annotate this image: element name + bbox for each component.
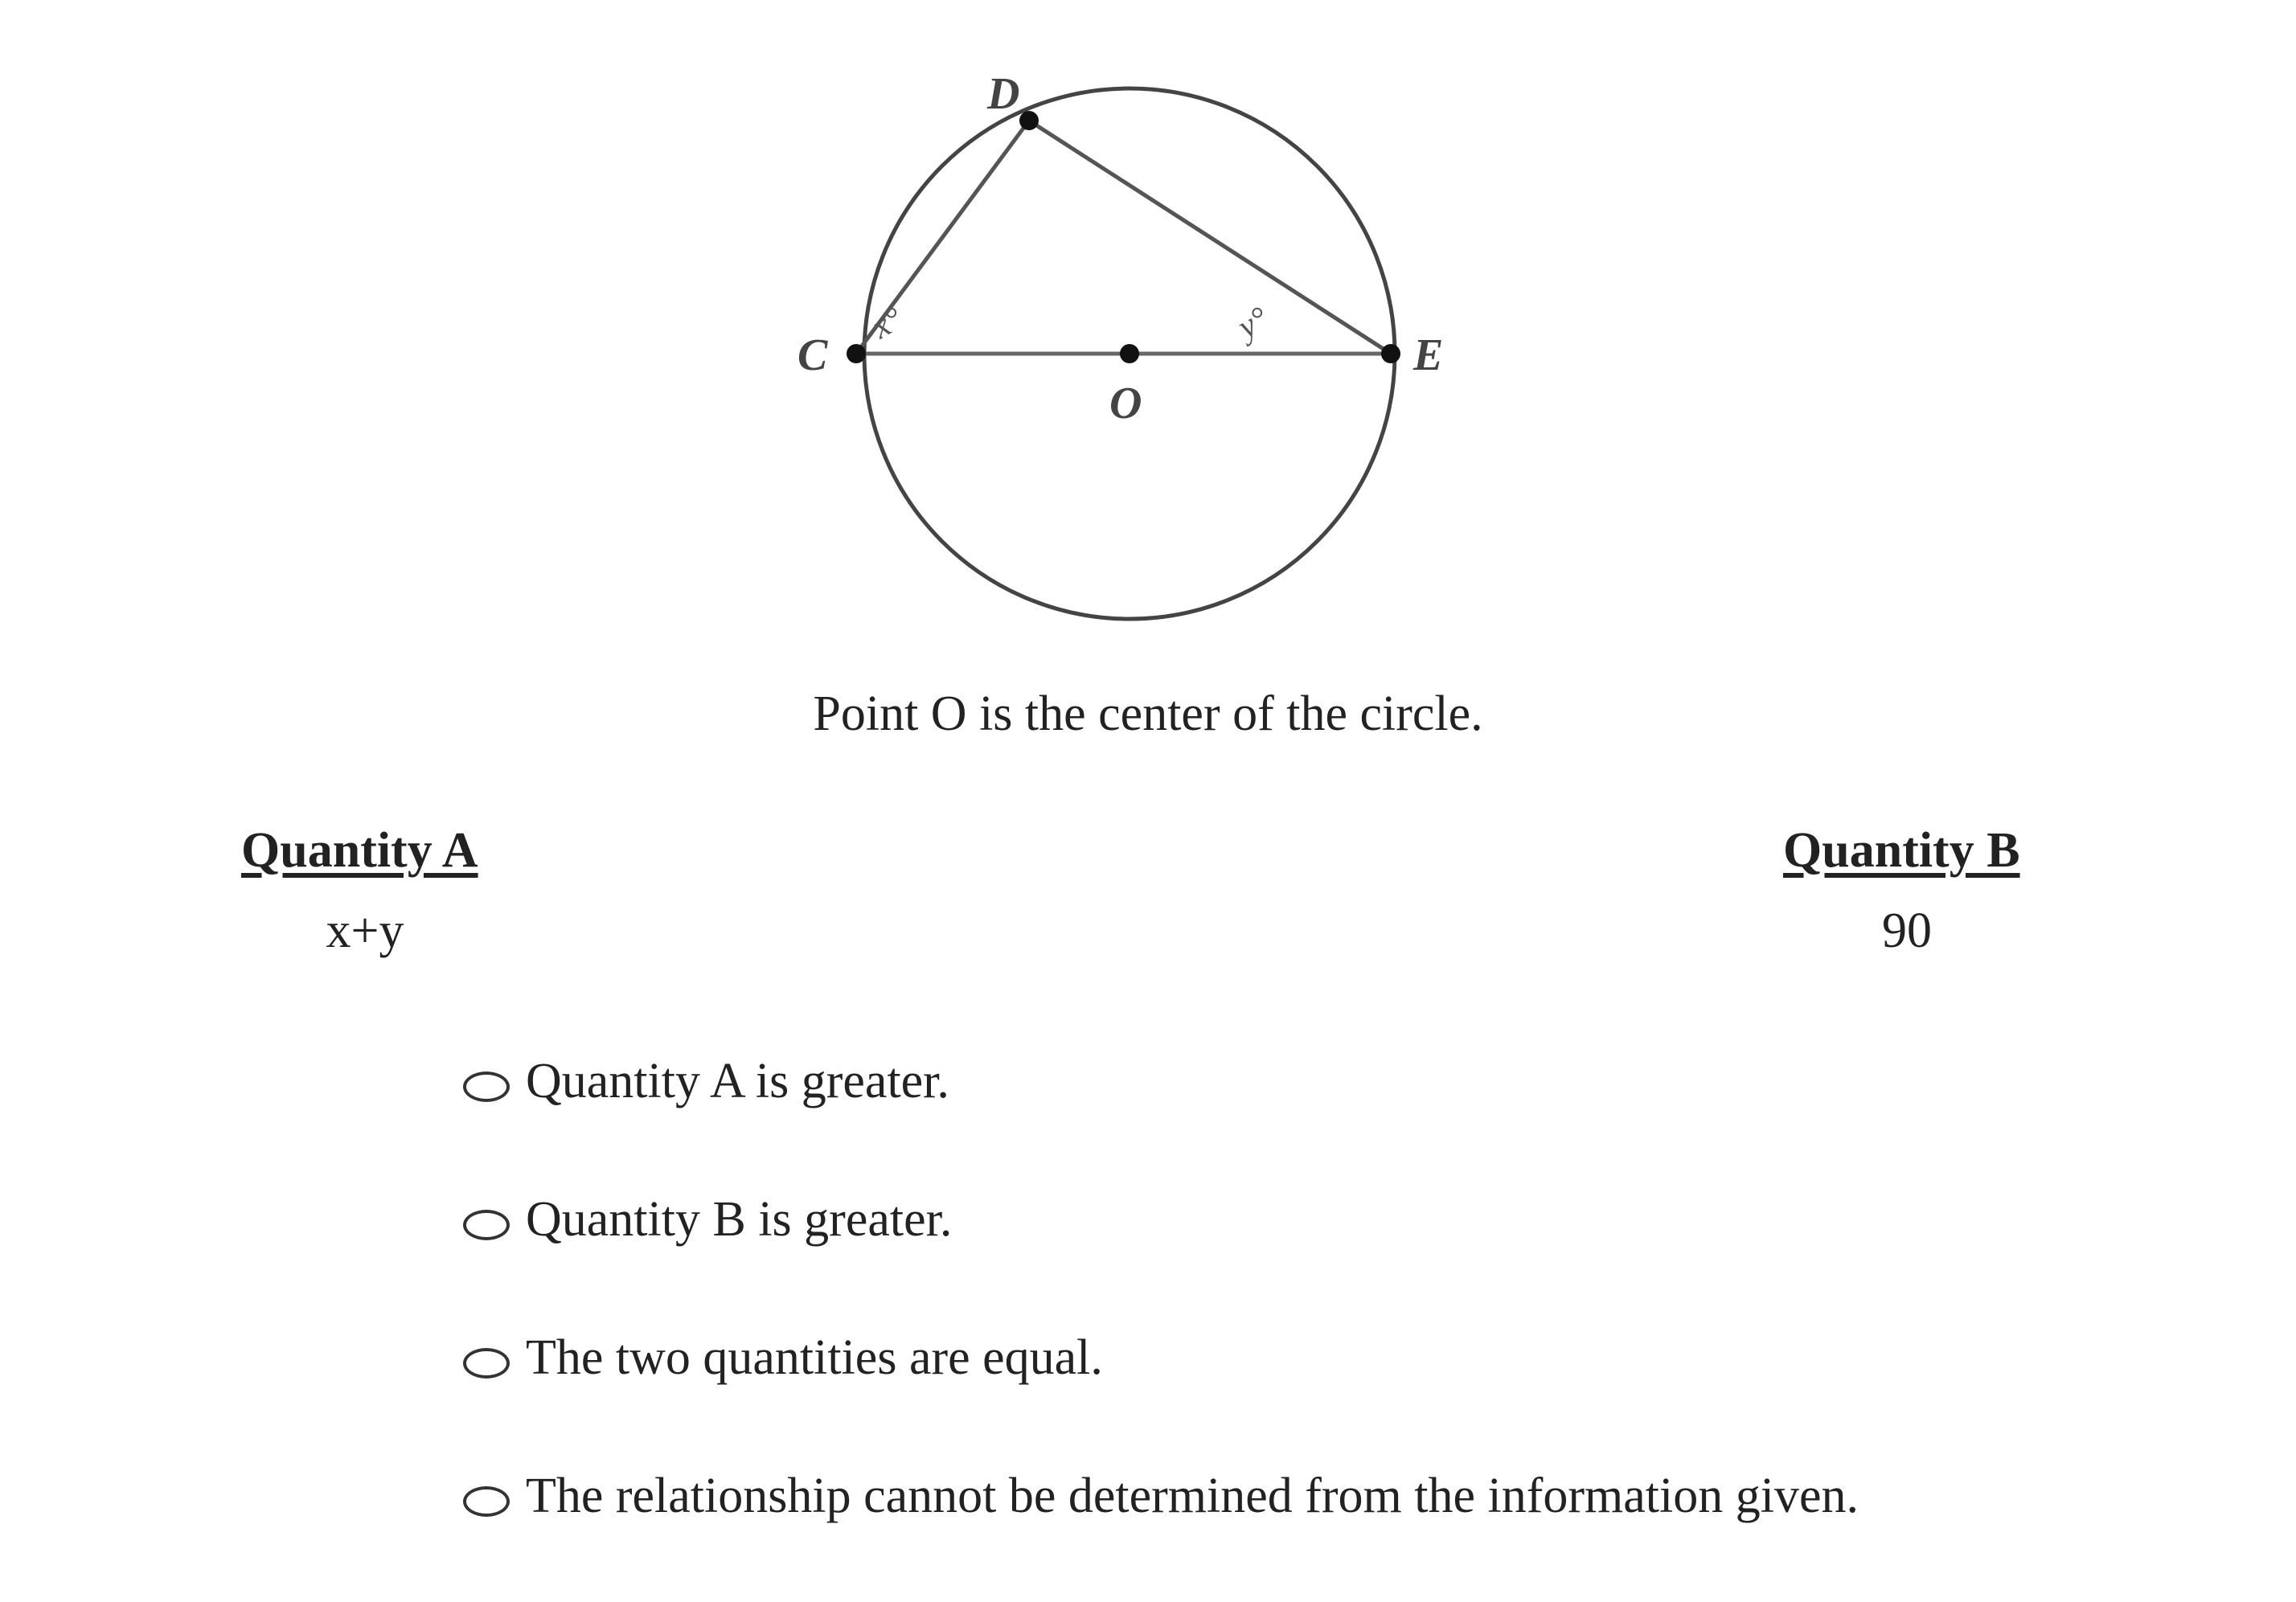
figure-caption: Point O is the center of the circle. [813,686,1483,741]
quantity-b-value: 90 [1882,903,1932,958]
angle-y-label: y° [1232,300,1275,346]
point-o-label: O [1109,379,1142,428]
answer-option-label: The relationship cannot be determined from the information given. [526,1469,1859,1523]
point-e-dot [1381,344,1400,363]
point-e-label: E [1413,330,1444,380]
answer-option-b-greater[interactable] [463,1187,1859,1252]
answer-option-label: Quantity B is greater. [526,1192,953,1247]
answer-options [463,1049,1859,1602]
point-d-dot [1019,111,1039,130]
quantity-a-heading: Quantity A [241,823,478,878]
answer-option-cannot-determine[interactable] [463,1464,1859,1528]
answer-option-label: Quantity A is greater. [526,1054,949,1108]
point-o-dot [1120,344,1139,363]
point-c-label: C [797,330,828,380]
answer-option-a-greater[interactable] [463,1049,1859,1113]
point-c-dot [847,344,866,363]
point-d-label: D [987,69,1020,119]
radio-button[interactable] [463,1210,510,1240]
answer-option-label: The two quantities are equal. [526,1330,1103,1385]
radio-button[interactable] [463,1348,510,1379]
quantity-a-value: x+y [326,903,404,958]
chord-de [1029,121,1391,354]
angle-x-label: x° [866,300,909,346]
quantity-b-heading: Quantity B [1783,823,2020,878]
radio-button[interactable] [463,1071,510,1102]
circle-diagram [764,48,1503,651]
radio-button[interactable] [463,1486,510,1517]
answer-option-equal[interactable] [463,1325,1859,1390]
